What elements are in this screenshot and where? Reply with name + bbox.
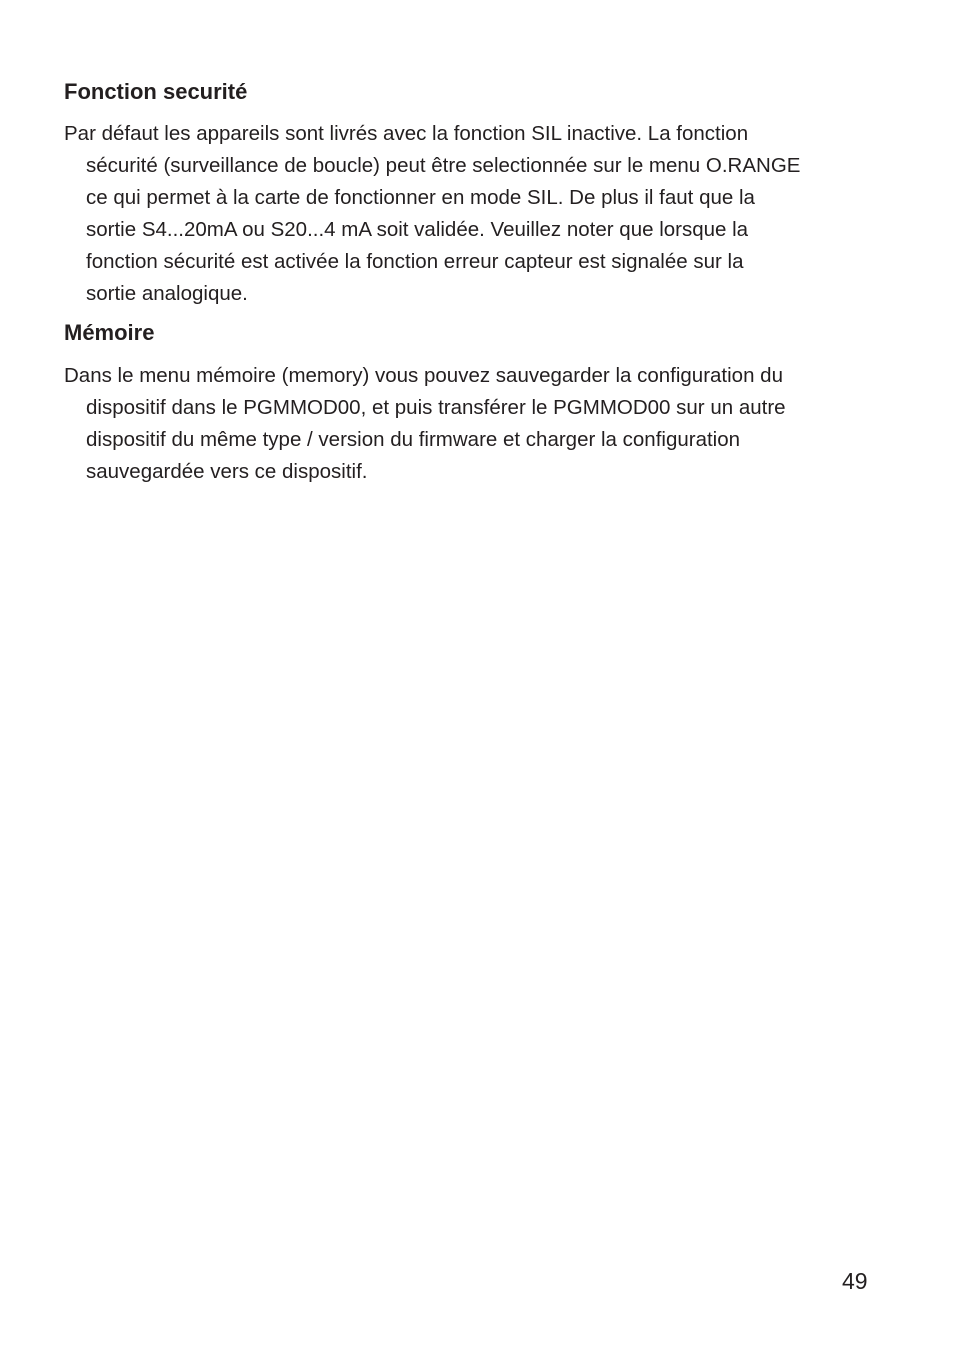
paragraph-line: ce qui permet à la carte de fonctionner en mode SIL. De plus il faut que la bbox=[86, 186, 755, 209]
paragraph-line: dispositif du même type / version du firmware et charger la configuration bbox=[86, 428, 741, 451]
memory-paragraph bbox=[64, 360, 786, 488]
paragraph-line: sauvegardée vers ce dispositif. bbox=[86, 460, 368, 483]
paragraph-line: sortie S4...20mA ou S20...4 mA soit validée. Veuillez noter que lorsque la bbox=[86, 218, 749, 241]
safety-function-paragraph bbox=[64, 118, 800, 310]
section-heading-memory: Mémoire bbox=[64, 320, 155, 345]
paragraph-line: Dans le menu mémoire (memory) vous pouvez sauvegarder la configuration du bbox=[64, 364, 783, 387]
paragraph-line: Par défaut les appareils sont livrés avec la fonction SIL inactive. La fonction bbox=[64, 122, 749, 145]
paragraph-line: fonction sécurité est activée la fonction erreur capteur est signalée sur la bbox=[86, 250, 744, 273]
paragraph-line: sécurité (surveillance de boucle) peut être selectionnée sur le menu O.RANGE bbox=[86, 154, 801, 177]
paragraph-line: sortie analogique. bbox=[86, 282, 248, 305]
page-number: 49 bbox=[842, 1268, 868, 1294]
paragraph-line: dispositif dans le PGMMOD00, et puis transférer le PGMMOD00 sur un autre bbox=[86, 396, 786, 419]
section-heading-safety-function: Fonction securité bbox=[64, 79, 248, 104]
